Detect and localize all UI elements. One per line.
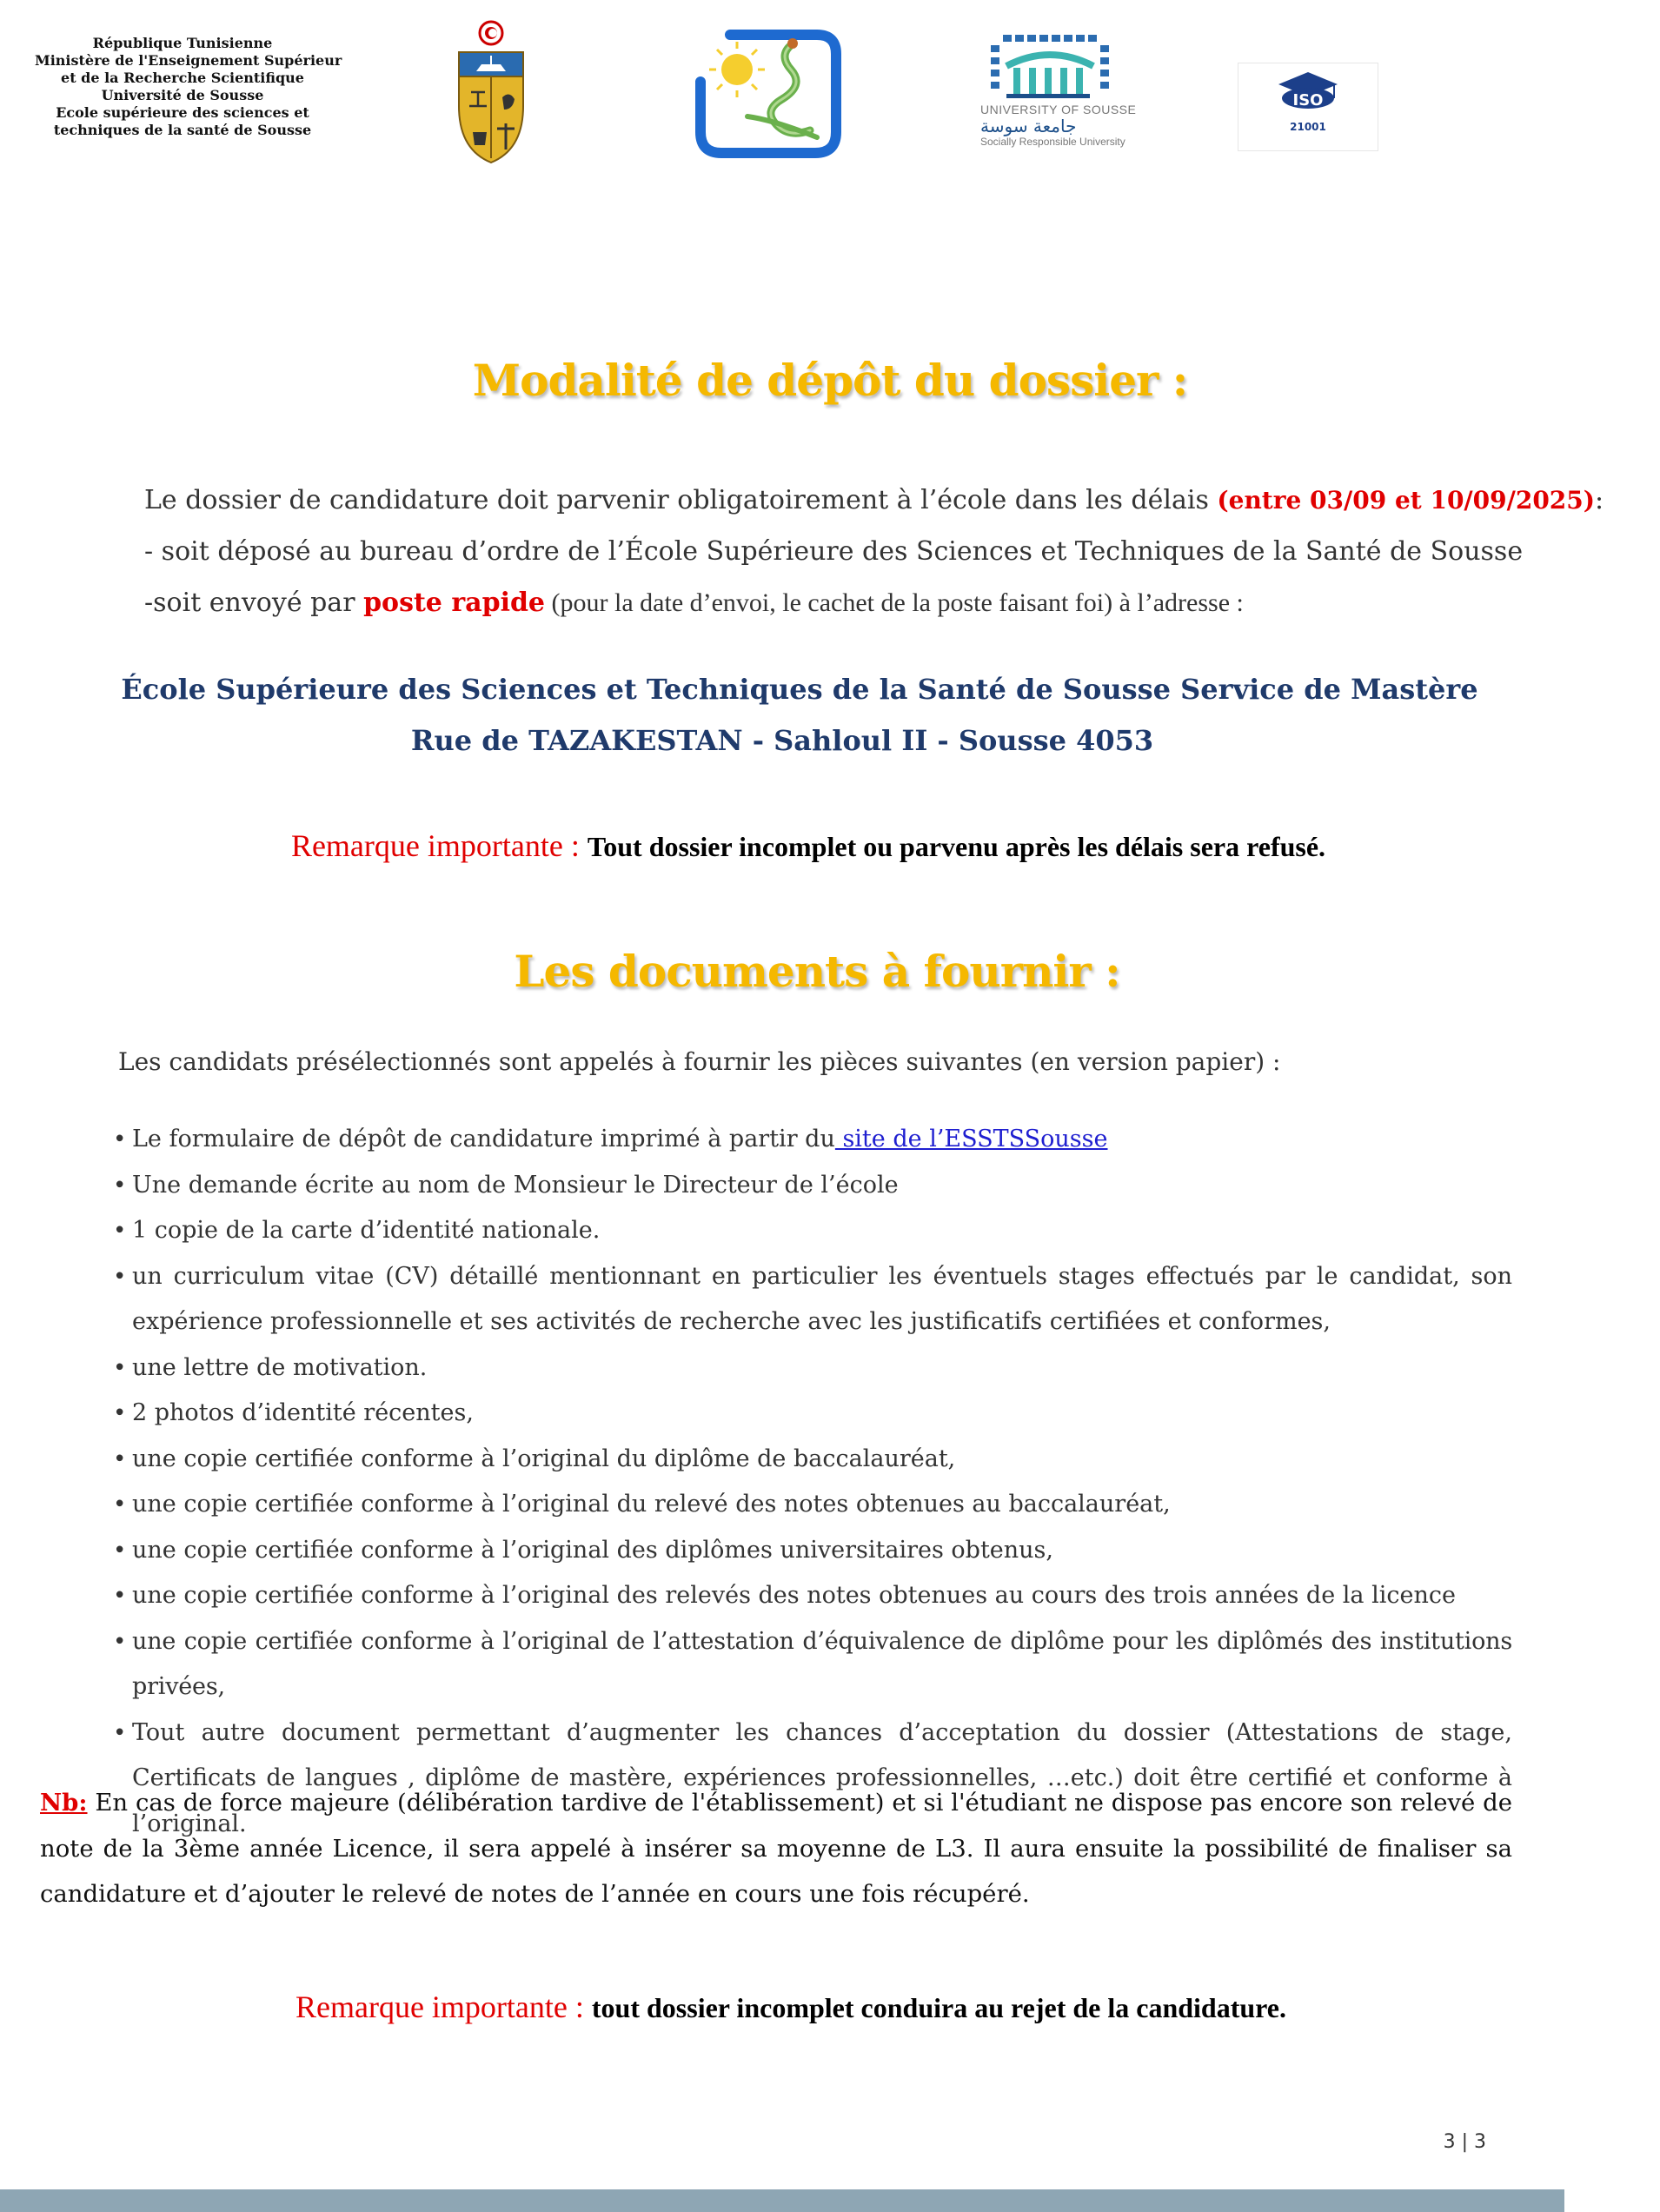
final-remark-label: Remarque importante : — [295, 1989, 592, 2024]
final-remark — [0, 1989, 1573, 2025]
header-line: Ministère de l'Enseignement Supérieur — [35, 52, 342, 69]
essts-logo-icon — [695, 30, 841, 158]
documents-intro: Les candidats présélectionnés sont appelés à fournir les pièces suivantes (en version papier) : — [118, 1047, 1281, 1076]
tunisia-coat-of-arms-icon — [452, 19, 530, 165]
iso-logo — [1238, 63, 1378, 151]
header-line: Ecole supérieure des sciences et — [56, 104, 309, 121]
list-item: • une copie certifiée conforme à l’original de l’attestation d’équivalence de diplôme pour les diplômés des institutions privées, — [113, 1619, 1512, 1710]
final-remark-text: tout dossier incomplet conduira au rejet de la candidature. — [591, 1992, 1286, 2023]
university-name: UNIVERSITY OF SOUSSE — [980, 103, 1137, 116]
address-line-2: Rue de TAZAKESTAN - Sahloul II - Sousse 4053 — [410, 724, 1154, 757]
institution-header — [35, 35, 342, 139]
deposit-line-3-end: (pour la date d’envoi, le cachet de la poste faisant foi) à l’adresse : — [545, 588, 1244, 617]
deposit-dates: (entre 03/09 et 10/09/2025) — [1217, 486, 1596, 515]
remark-text: Tout dossier incomplet ou parvenu après les délais sera refusé. — [587, 831, 1326, 862]
header-line: Université de Sousse — [101, 87, 264, 103]
list-item: • Une demande écrite au nom de Monsieur le Directeur de l’école — [113, 1163, 1512, 1209]
header-line: et de la Recherche Scientifique — [61, 70, 304, 86]
list-item: • une copie certifiée conforme à l’original du diplôme de baccalauréat, — [113, 1437, 1512, 1483]
university-building-icon — [980, 31, 1128, 99]
deposit-line-1 — [144, 483, 1604, 518]
header-line: République Tunisienne — [92, 35, 273, 51]
list-item: • une lettre de motivation. — [113, 1345, 1512, 1392]
deposit-remark — [0, 827, 1590, 864]
university-tagline: Socially Responsible University — [980, 136, 1125, 148]
list-item: • une copie certifiée conforme à l’original des diplômes universitaires obtenus, — [113, 1528, 1512, 1574]
nb-note — [40, 1780, 1512, 1917]
header-line: techniques de la santé de Sousse — [53, 122, 312, 138]
deposit-line-3-start: -soit envoyé par — [144, 588, 364, 618]
deposit-line-3 — [144, 586, 1244, 621]
footer-bar — [0, 2189, 1564, 2212]
address-line-1: École Supérieure des Sciences et Techniques de la Santé de Sousse Service de Mastère — [121, 673, 1478, 706]
nb-text: En cas de force majeure (délibération tardive de l'établissement) et si l'étudiant ne dispose pas encore son relevé de note de la 3ème année Licence, il sera appelé à insérer sa moyenne de L3. Il aura ensuite la possibilité de finaliser sa candidature et d’ajouter le relevé de notes de l’année en cours une fois récupéré. — [40, 1789, 1512, 1908]
deposit-line-1-text: Le dossier de candidature doit parvenir obligatoirement à l’école dans les délais — [144, 485, 1218, 515]
list-item: • une copie certifiée conforme à l’original du relevé des notes obtenues au baccalauréat, — [113, 1482, 1512, 1528]
remark-label: Remarque importante : — [290, 828, 588, 863]
list-item: • Tout autre document permettant d’augmenter les chances d’acceptation du dossier (Attestations de stage, Certificats de langues , diplôme de mastère, expériences professionnelles, …etc.) doit être certifié et conforme à l’original. — [113, 1710, 1512, 1848]
documents-list — [113, 1117, 1512, 1847]
essts-site-link[interactable]: site de l’ESSTSSousse — [834, 1126, 1108, 1152]
poste-rapide-highlight: poste rapide — [363, 588, 546, 618]
deposit-section-title: Modalité de dépôt du dossier : — [472, 355, 1188, 406]
page-number: 3 | 3 — [1443, 2131, 1486, 2153]
university-arabic-name: جامعة سوسة — [980, 116, 1077, 136]
list-item-text: Le formulaire de dépôt de candidature imprimé à partir du — [132, 1126, 835, 1152]
iso-label: ISO — [1292, 91, 1324, 110]
deposit-line-2: - soit déposé au bureau d’ordre de l’École Supérieure des Sciences et Techniques de la Santé de Sousse — [144, 536, 1524, 567]
nb-label: Nb: — [40, 1789, 88, 1817]
documents-section-title: Les documents à fournir : — [514, 946, 1120, 997]
deposit-line-1-end: : — [1595, 485, 1604, 515]
iso-number: 21001 — [1290, 121, 1326, 133]
list-item: • 1 copie de la carte d’identité nationale. — [113, 1208, 1512, 1254]
list-item: • 2 photos d’identité récentes, — [113, 1391, 1512, 1437]
list-item: • un curriculum vitae (CV) détaillé mentionnant en particulier les éventuels stages effectués par le candidat, son expérience professionnelle et ses activités de recherche avec les justificatifs certifiées et conformes, — [113, 1254, 1512, 1345]
university-of-sousse-logo — [980, 31, 1137, 153]
list-item — [113, 1117, 1512, 1163]
list-item: • une copie certifiée conforme à l’original des relevés des notes obtenues au cours des trois années de la licence — [113, 1573, 1512, 1619]
